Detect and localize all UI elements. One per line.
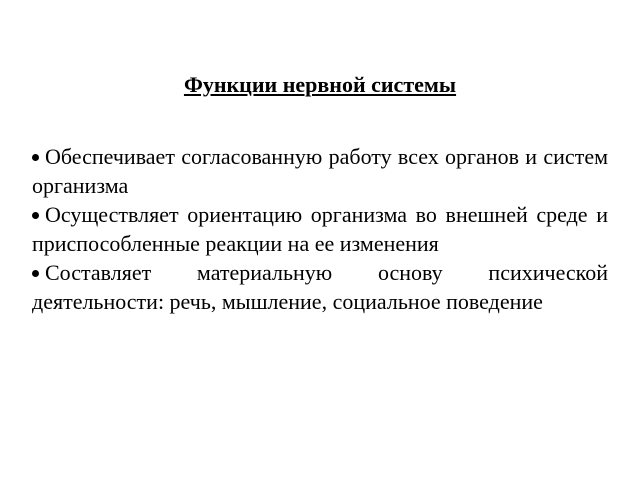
bullet-item <box>32 142 608 200</box>
bullet-dot-icon <box>32 270 39 277</box>
bullet-item <box>32 200 608 258</box>
bullet-text: Осуществляет ориентацию организма во внешней среде и приспособленные реакции на ее изменения <box>32 202 608 256</box>
bullet-text: Обеспечивает согласованную работу всех органов и систем организма <box>32 144 608 198</box>
bullet-text: Составляет материальную основу психической деятельности: речь, мышление, социальное поведение <box>32 260 608 314</box>
bullet-dot-icon <box>32 154 39 161</box>
bullet-dot-icon <box>32 212 39 219</box>
slide-title: Функции нервной системы <box>183 72 457 97</box>
bullet-item <box>32 258 608 316</box>
bullet-list <box>32 142 608 316</box>
